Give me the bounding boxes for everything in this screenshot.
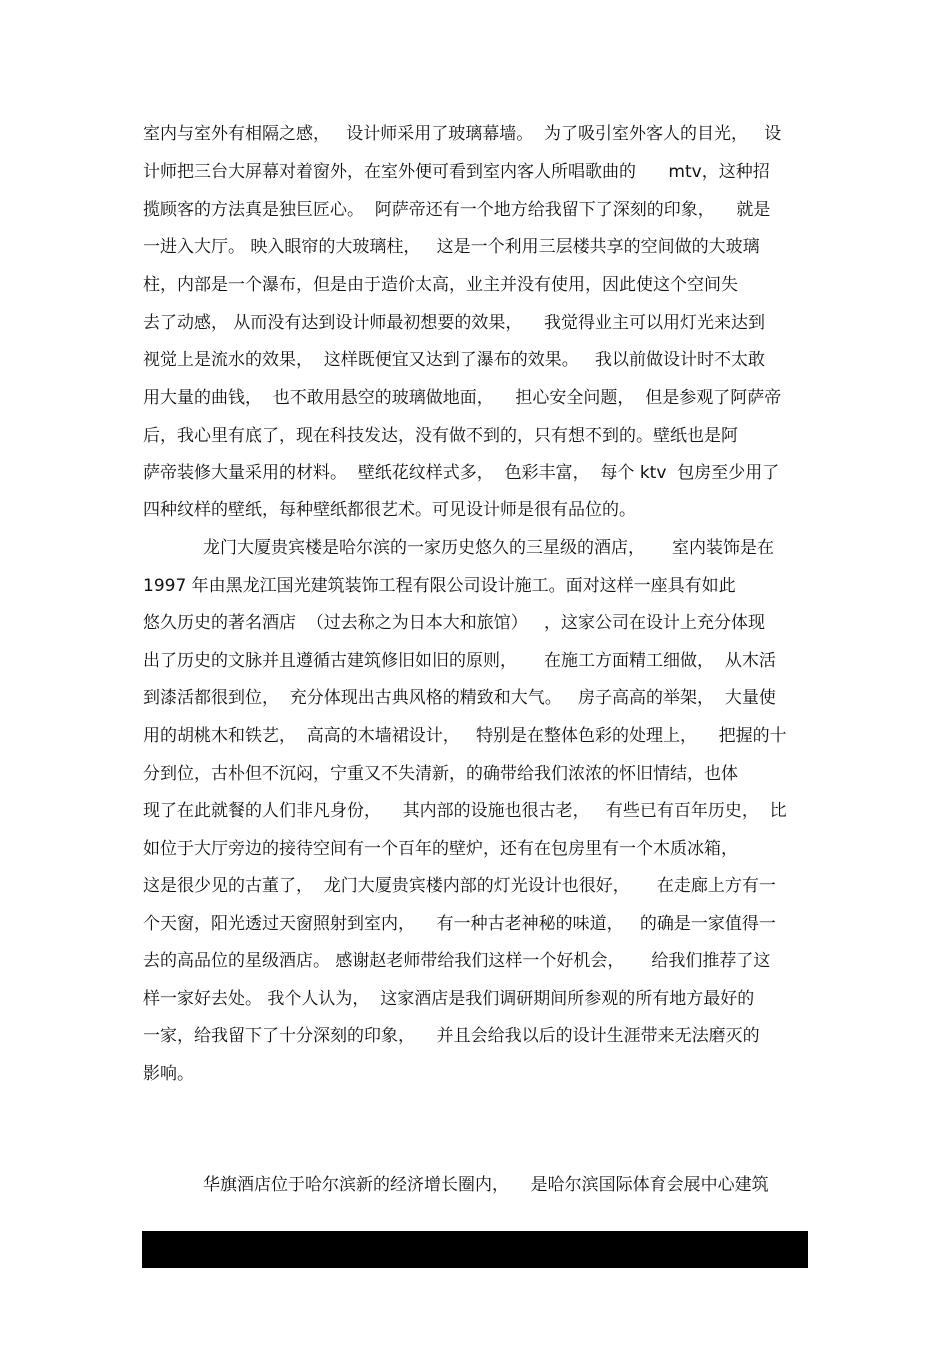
paragraph-1-line-1: 室内与室外有相隔之感， 设计师采用了玻璃幕墙。 为了吸引室外客人的目光， 设 [143, 124, 782, 144]
paragraph-1-line-11: 四种纹样的壁纸，每种壁纸都很艺术。可见设计师是很有品位的。 [143, 500, 636, 520]
paragraph-2-line-12: 去的高品位的星级酒店。 感谢赵老师带给我们这样一个好机会， 给我们推荐了这 [143, 951, 771, 971]
paragraph-2-line-5: 到漆活都很到位， 充分体现出古典风格的精致和大气。 房子高高的举架， 大量使 [143, 688, 776, 708]
paragraph-2-line-11: 个天窗，阳光透过天窗照射到室内， 有一种古老神秘的味道， 的确是一家值得一 [143, 914, 776, 934]
paragraph-1-line-3: 揽顾客的方法真是独巨匠心。 阿萨帝还有一个地方给我留下了深刻的印象， 就是 [143, 200, 771, 220]
paragraph-2-line-15: 影响。 [143, 1064, 194, 1084]
paragraph-2-line-10: 这是很少见的古董了， 龙门大厦贵宾楼内部的灯光设计也很好， 在走廊上方有一 [143, 876, 776, 896]
paragraph-1-line-5: 柱，内部是一个瀑布，但是由于造价太高，业主并没有使用，因此使这个空间失 [143, 275, 738, 295]
paragraph-3-line-1: 华旗酒店位于哈尔滨新的经济增长圈内， 是哈尔滨国际体育会展中心建筑 [203, 1175, 769, 1195]
paragraph-2-line-1: 龙门大厦贵宾楼是哈尔滨的一家历史悠久的三星级的酒店， 室内装饰是在 [203, 538, 775, 558]
paragraph-1-line-10: 萨帝装修大量采用的材料。 壁纸花纹样式多， 色彩丰富， 每个 ktv 包房至少用了 [143, 463, 780, 483]
paragraph-2-line-14: 一家，给我留下了十分深刻的印象， 并且会给我以后的设计生涯带来无法磨灭的 [143, 1026, 760, 1046]
paragraph-2-line-4: 出了历史的文脉并且遵循古建筑修旧如旧的原则， 在施工方面精工细做， 从木活 [143, 651, 776, 671]
paragraph-1-line-2: 计师把三台大屏幕对着窗外，在室外便可看到室内客人所唱歌曲的 mtv，这种招 [143, 162, 770, 182]
paragraph-2-line-2: 1997 年由黑龙江国光建筑装饰工程有限公司设计施工。面对这样一座具有如此 [143, 576, 736, 596]
paragraph-2-line-9: 如位于大厅旁边的接待空间有一个百年的壁炉，还有在包房里有一个木质冰箱， [143, 839, 738, 859]
paragraph-1-line-7: 视觉上是流水的效果， 这样既便宜又达到了瀑布的效果。 我以前做设计时不太敢 [143, 350, 766, 370]
paragraph-2-line-3: 悠久历史的著名酒店 （过去称之为日本大和旅馆） ，这家公司在设计上充分体现 [143, 613, 766, 633]
paragraph-1-line-9: 后，我心里有底了，现在科技发达，没有做不到的，只有想不到的。壁纸也是阿 [143, 426, 738, 446]
paragraph-1-line-6: 去了动感， 从而没有达到设计师最初想要的效果， 我觉得业主可以用灯光来达到 [143, 313, 766, 333]
paragraph-2-line-13: 样一家好去处。 我个人认为， 这家酒店是我们调研期间所参观的所有地方最好的 [143, 989, 755, 1009]
redaction-bar [142, 1231, 808, 1268]
paragraph-1-line-4: 一进入大厅。 映入眼帘的大玻璃柱， 这是一个利用三层楼共享的空间做的大玻璃 [143, 237, 760, 257]
paragraph-2-line-8: 现了在此就餐的人们非凡身份， 其内部的设施也很古老， 有些已有百年历史， 比 [143, 801, 787, 821]
paragraph-2-line-6: 用的胡桃木和铁艺， 高高的木墙裙设计， 特别是在整体色彩的处理上， 把握的十 [143, 726, 787, 746]
paragraph-1-line-8: 用大量的曲钱， 也不敢用悬空的玻璃做地面， 担心安全问题， 但是参观了阿萨帝 [143, 388, 782, 408]
paragraph-2-line-7: 分到位，古朴但不沉闷，宁重又不失清新，的确带给我们浓浓的怀旧情结，也体 [143, 764, 738, 784]
